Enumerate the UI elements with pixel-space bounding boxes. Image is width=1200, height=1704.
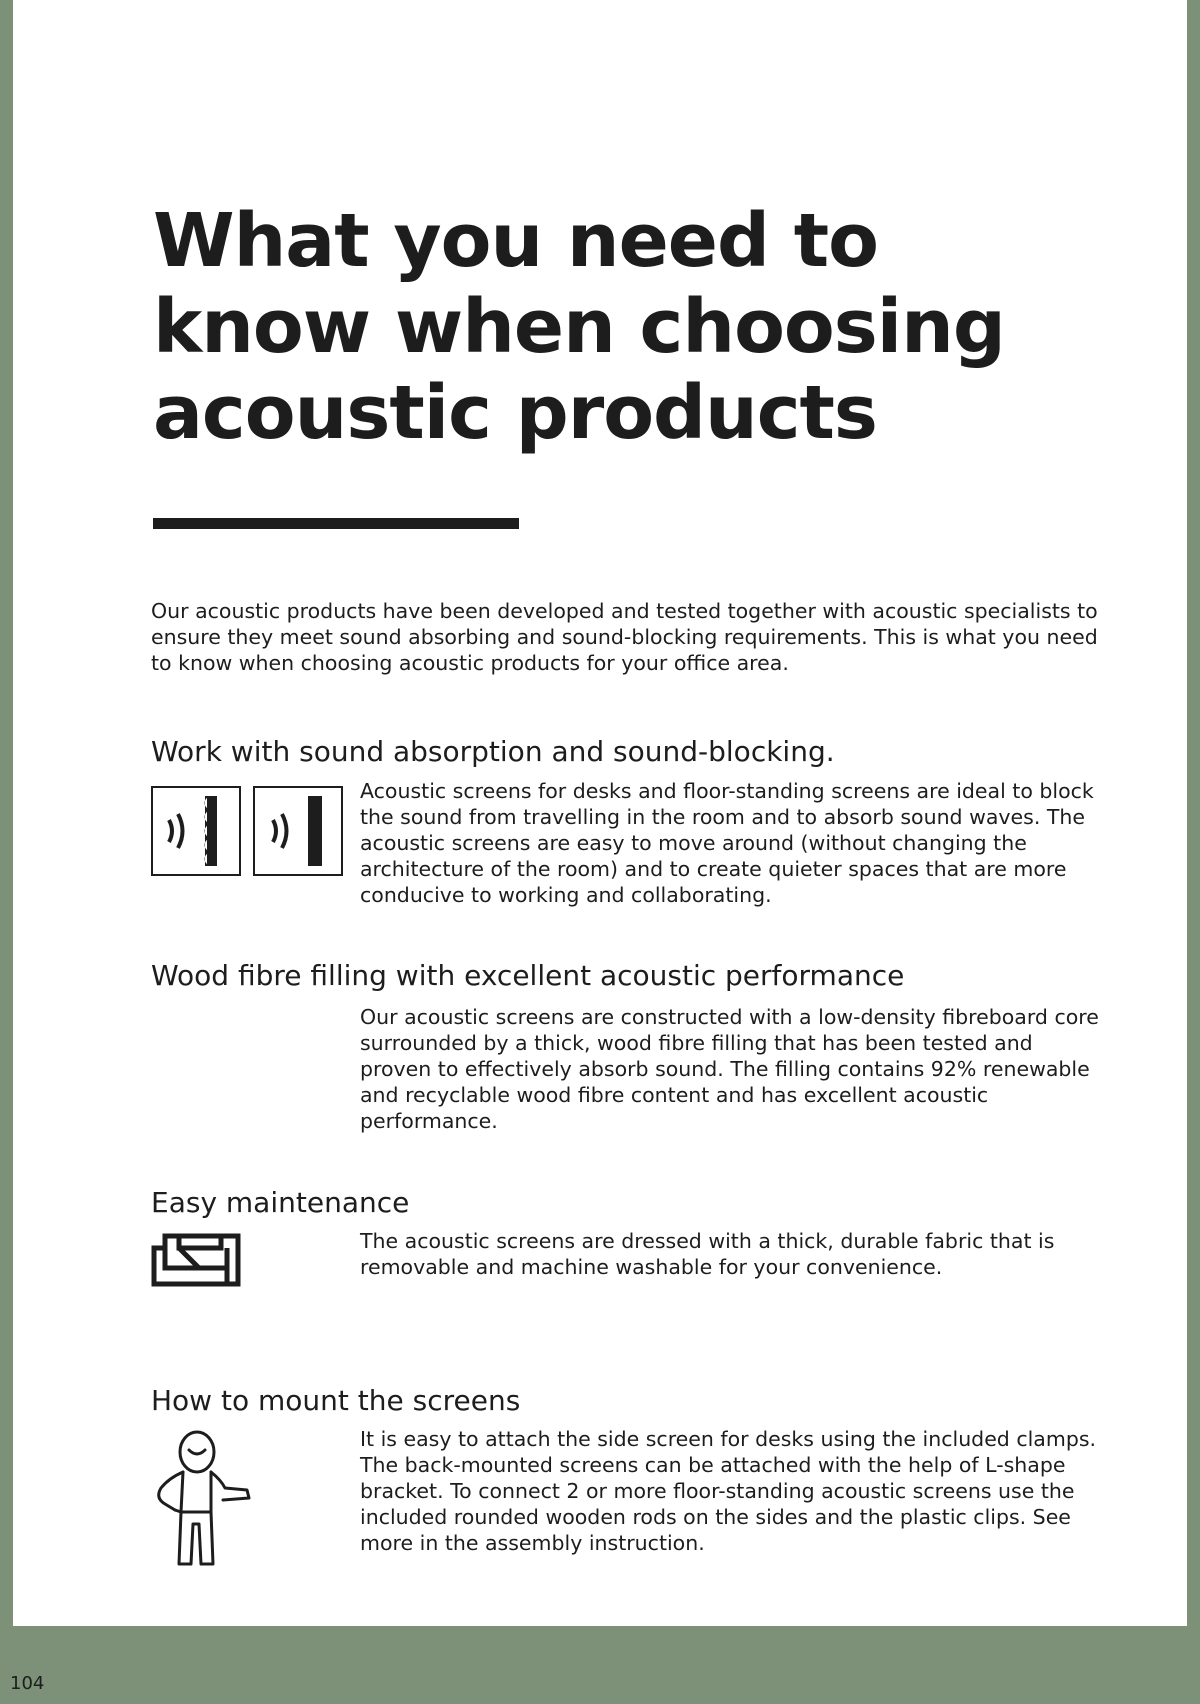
title-underline bbox=[153, 518, 519, 529]
page bbox=[13, 0, 1187, 1626]
sound-absorption-icon bbox=[151, 786, 241, 880]
page-number: 104 bbox=[10, 1673, 45, 1694]
section-heading-maintenance: Easy maintenance bbox=[151, 1186, 410, 1219]
section-body-mount: It is easy to attach the side screen for desks using the included clamps. The back-mounted screens can be attached with the help of L-shape bracket. To connect 2 or more floor-standing acoustic screens use the included rounded wooden rods on the sides and the plastic clips. See more in the assembly instruction. bbox=[360, 1427, 1097, 1555]
section-body-sound: Acoustic screens for desks and floor-standing screens are ideal to block the sound from travelling in the room and to absorb sound waves. The acoustic screens are easy to move around (without changing the architecture of the room) and to create quieter spaces that are more conducive to working and collaborating. bbox=[360, 779, 1094, 907]
section-heading-mount: How to mount the screens bbox=[151, 1384, 521, 1417]
section-heading-wood-fibre: Wood fibre filling with excellent acoustic performance bbox=[151, 959, 905, 992]
removable-cover-icon bbox=[151, 1232, 241, 1292]
section-heading-sound: Work with sound absorption and sound-blocking. bbox=[151, 735, 835, 768]
intro-paragraph: Our acoustic products have been developed and tested together with acoustic specialists to ensure they meet sound absorbing and sound-blocking requirements. This is what you need to know when choosing acoustic products for your office area. bbox=[151, 599, 1098, 675]
section-body-wood-fibre: Our acoustic screens are constructed with a low-density fibreboard core surrounded by a thick, wood fibre filling that has been tested and proven to effectively absorb sound. The filling contains 92% renewable and recyclable wood fibre content and has excellent acoustic performance. bbox=[360, 1005, 1099, 1133]
page-title: What you need to know when choosing acoustic products bbox=[153, 198, 1005, 456]
sound-blocking-icon bbox=[253, 786, 343, 880]
assembly-figure-icon bbox=[151, 1428, 271, 1572]
section-body-maintenance: The acoustic screens are dressed with a thick, durable fabric that is removable and machine washable for your convenience. bbox=[360, 1229, 1055, 1279]
